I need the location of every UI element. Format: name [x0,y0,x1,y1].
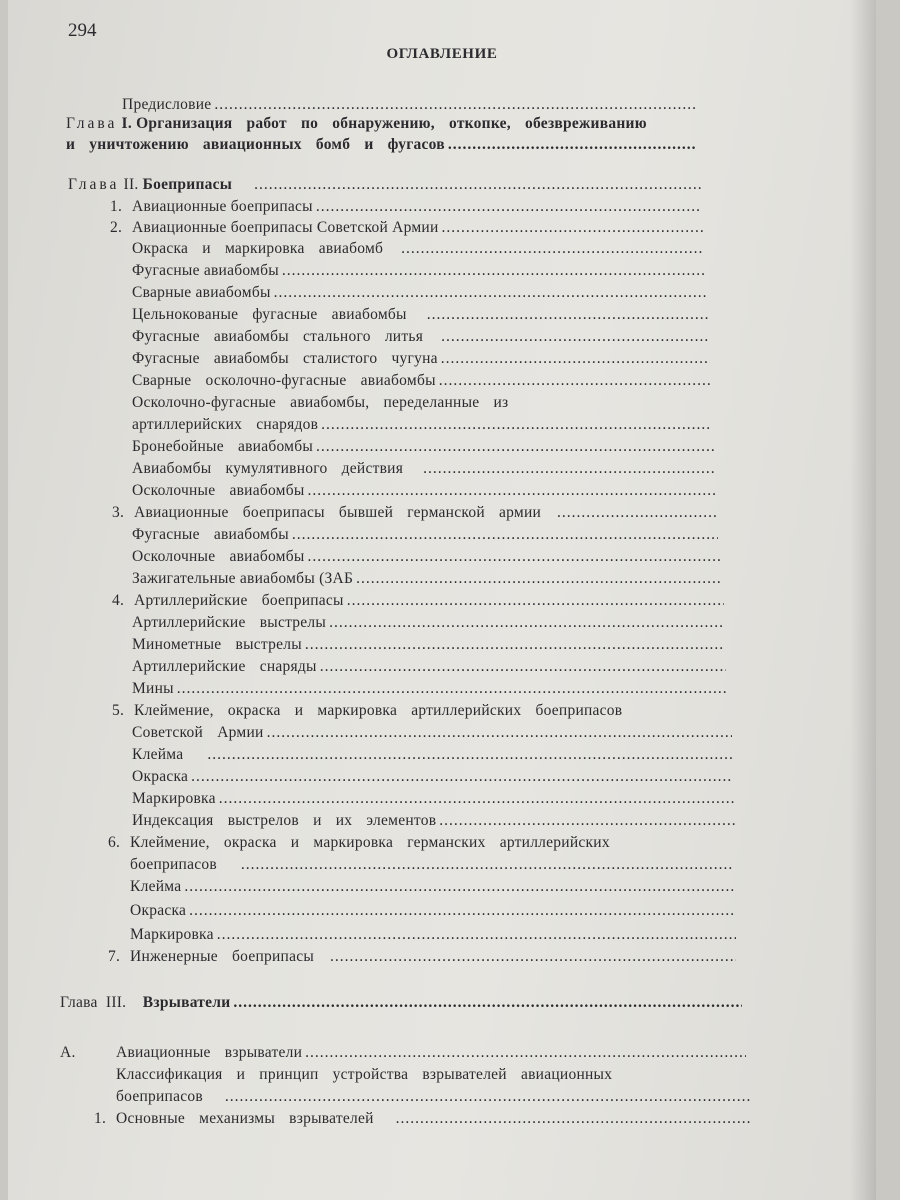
toc-entry-6c: Маркировка ..... [130,926,736,944]
toc-entry-4a: Артиллерийские выстрелы ..... [132,614,724,632]
toc-entry-2f: Фугасные авиабомбы сталистого чугуна ..... [132,350,710,368]
toc-entry-3c: Зажигательные авиабомбы (ЗАБ ..... [132,570,722,588]
toc-chapter-2: Глава II. Боеприпасы ..... [68,176,702,194]
toc-entry-5d: Индексация выстрелов и их элементов ..... [132,812,736,830]
toc-entry-2h-line-1: Осколочно-фугасные авиабомбы, переделанные из [132,394,509,411]
toc-entry-1: 1. Авиационные боеприпасы ..... [110,198,702,216]
toc-entry-6-line-1: 6. Клеймение, окраска и маркировка германских артиллерийских [108,834,610,851]
toc-entry-3a: Фугасные авиабомбы ..... [132,526,718,544]
toc-entry-3b: Осколочные авиабомбы ..... [132,548,720,566]
toc-entry-2: 2. Авиационные боеприпасы Советской Армии ..... [110,219,704,237]
toc-section-a-item-line-1: Классификация и принцип устройства взрывателей авиационных [116,1066,613,1083]
toc-entry-5-line-2: Советской Армии ..... [132,724,732,742]
toc-entry-5b: Окраска ..... [132,768,732,786]
toc-section-a-entry-1: 1. Основные механизмы взрывателей ..... [94,1110,750,1128]
book-page [8,0,876,1200]
toc-entry-7: 7. Инженерные боеприпасы ..... [108,948,736,966]
toc-entry-4b: Минометные выстрелы ..... [132,636,724,654]
toc-entry-2h-line-2: артиллерийских снарядов ..... [132,416,712,434]
toc-entry-6b: Окраска ..... [130,902,734,920]
toc-entry-2c: Сварные авиабомбы ..... [132,284,706,302]
toc-entry-3: 3. Авиационные боеприпасы бывшей германской армии ..... [112,504,718,522]
toc-chapter-1-line-1: Глава I. Организация работ по обнаружению, откопке, обезвреживанию [66,115,647,132]
page-number: 294 [68,20,97,41]
page-title: ОГЛАВЛЕНИЕ [386,46,498,62]
toc-entry-4d: Мины ..... [132,680,726,698]
toc-entry-2e: Фугасные авиабомбы стального литья ..... [132,328,708,346]
toc-entry-6-line-2: боеприпасов ..... [130,856,732,874]
toc-entry-2i: Бронебойные авиабомбы ..... [132,438,714,456]
toc-entry-6a: Клейма ..... [130,878,734,896]
toc-entry-4c: Артиллерийские снаряды ..... [132,658,726,676]
toc-chapter-3: Глава III. Взрыватели ..... [60,994,742,1012]
toc-entry-2a: Окраска и маркировка авиабомб ..... [132,240,704,258]
toc-entry-5a: Клейма ..... [132,746,732,764]
page-edge-shadow [850,0,876,1200]
toc-entry-2g: Сварные осколочно-фугасные авиабомбы ..... [132,372,710,390]
toc-section-a: А. Авиационные взрыватели ..... [60,1044,746,1062]
toc-chapter-1-line-2: и уничтожению авиационных бомб и фугасов ..... [66,136,696,154]
toc-entry-2k: Осколочные авиабомбы ..... [132,482,716,500]
toc-entry-5c: Маркировка ..... [132,790,734,808]
toc-preface: Предисловие ..... [122,96,696,114]
toc-entry-2b: Фугасные авиабомбы ..... [132,262,704,280]
toc-entry-4: 4. Артиллерийские боеприпасы ..... [112,592,724,610]
toc-entry-2d: Цельнокованые фугасные авиабомбы ..... [132,306,708,324]
toc-section-a-item-line-2: боеприпасов ..... [116,1088,750,1106]
toc-entry-2j: Авиабомбы кумулятивного действия ..... [132,460,716,478]
toc-entry-5-line-1: 5. Клеймение, окраска и маркировка артиллерийских боеприпасов [112,702,623,719]
